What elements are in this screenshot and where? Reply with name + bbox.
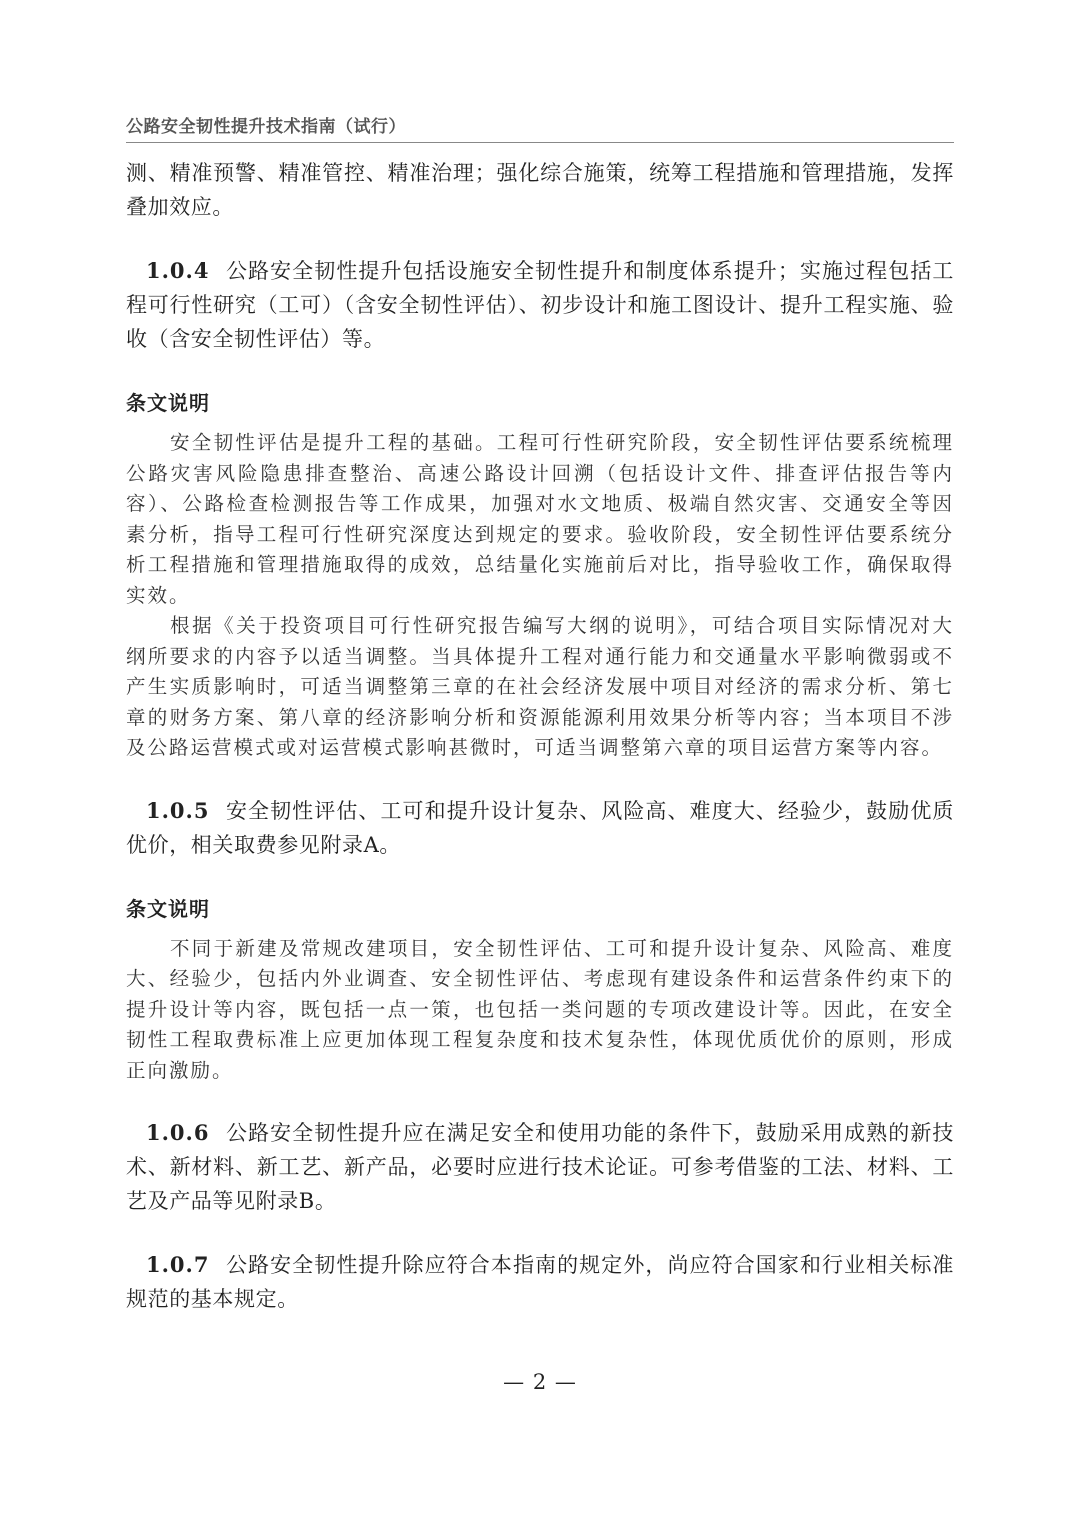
clause-text: 公路安全韧性提升包括设施安全韧性提升和制度体系提升；实施过程包括工程可行性研究（工可）（含安全韧性评估）、初步设计和施工图设计、提升工程实施、验收（含安全韧性评估）等。 [126, 259, 954, 351]
explanation-paragraph: 不同于新建及常规改建项目，安全韧性评估、工可和提升设计复杂、风险高、难度大、经验少，包括内外业调查、安全韧性评估、考虑现有建设条件和运营条件约束下的提升设计等内容，既包括一点一策，也包括一类问题的专项改建设计等。因此，在安全韧性工程取费标准上应更加体现工程复杂度和技术复杂性，体现优质优价的原则，形成正向激励。 [126, 936, 954, 1082]
clause-1-0-7 [126, 1248, 954, 1316]
running-header: 公路安全韧性提升技术指南（试行） [126, 117, 406, 137]
clause-number: 1.0.5 [146, 797, 210, 823]
clause-number: 1.0.4 [146, 258, 210, 283]
explanation-paragraph: 安全韧性评估是提升工程的基础。工程可行性研究阶段，安全韧性评估要系统梳理公路灾害风险隐患排查整治、高速公路设计回溯（包括设计文件、排查评估报告等内容）、公路检查检测报告等工作成果，加强对水文地质、极端自然灾害、交通安全等因素分析，指导工程可行性研究深度达到规定的要求。验收阶段，安全韧性评估要系统分析工程措施和管理措施取得的成效，总结量化实施前后对比，指导验收工作，确保取得实效。 [126, 431, 954, 607]
clause-text: 公路安全韧性提升除应符合本指南的规定外，尚应符合国家和行业相关标准规范的基本规定。 [126, 1253, 954, 1311]
clause-text: 安全韧性评估、工可和提升设计复杂、风险高、难度大、经验少，鼓励优质优价，相关取费参见附录A。 [126, 798, 954, 857]
clause-1-0-6 [126, 1116, 954, 1218]
page-body [126, 156, 954, 1316]
explanation-paragraph: 根据《关于投资项目可行性研究报告编写大纲的说明》，可结合项目实际情况对大纲所要求的内容予以适当调整。当具体提升工程对通行能力和交通量水平影响微弱或不产生实质影响时，可适当调整第三章的在社会经济发展中项目对经济的需求分析、第七章的财务方案、第八章的经济影响分析和资源能源利用效果分析等内容；当本项目不涉及公路运营模式或对运营模式影响甚微时，可适当调整第六章的项目运营方案等内容。 [126, 614, 954, 759]
clause-number: 1.0.6 [146, 1120, 210, 1145]
explanation-heading: 条文说明 [126, 896, 210, 921]
intro-paragraph: 测、精准预警、精准管控、精准治理；强化综合施策，统筹工程措施和管理措施，发挥叠加效应。 [126, 161, 954, 219]
page-number: — 2 — [503, 1370, 577, 1394]
clause-text: 公路安全韧性提升应在满足安全和使用功能的条件下，鼓励采用成熟的新技术、新材料、新工艺、新产品，必要时应进行技术论证。可参考借鉴的工法、材料、工艺及产品等见附录B。 [126, 1121, 954, 1213]
clause-1-0-4 [126, 254, 954, 356]
clause-number: 1.0.7 [146, 1252, 210, 1277]
clause-1-0-5 [126, 794, 954, 862]
explanation-heading: 条文说明 [126, 391, 210, 415]
header-rule [126, 142, 954, 143]
